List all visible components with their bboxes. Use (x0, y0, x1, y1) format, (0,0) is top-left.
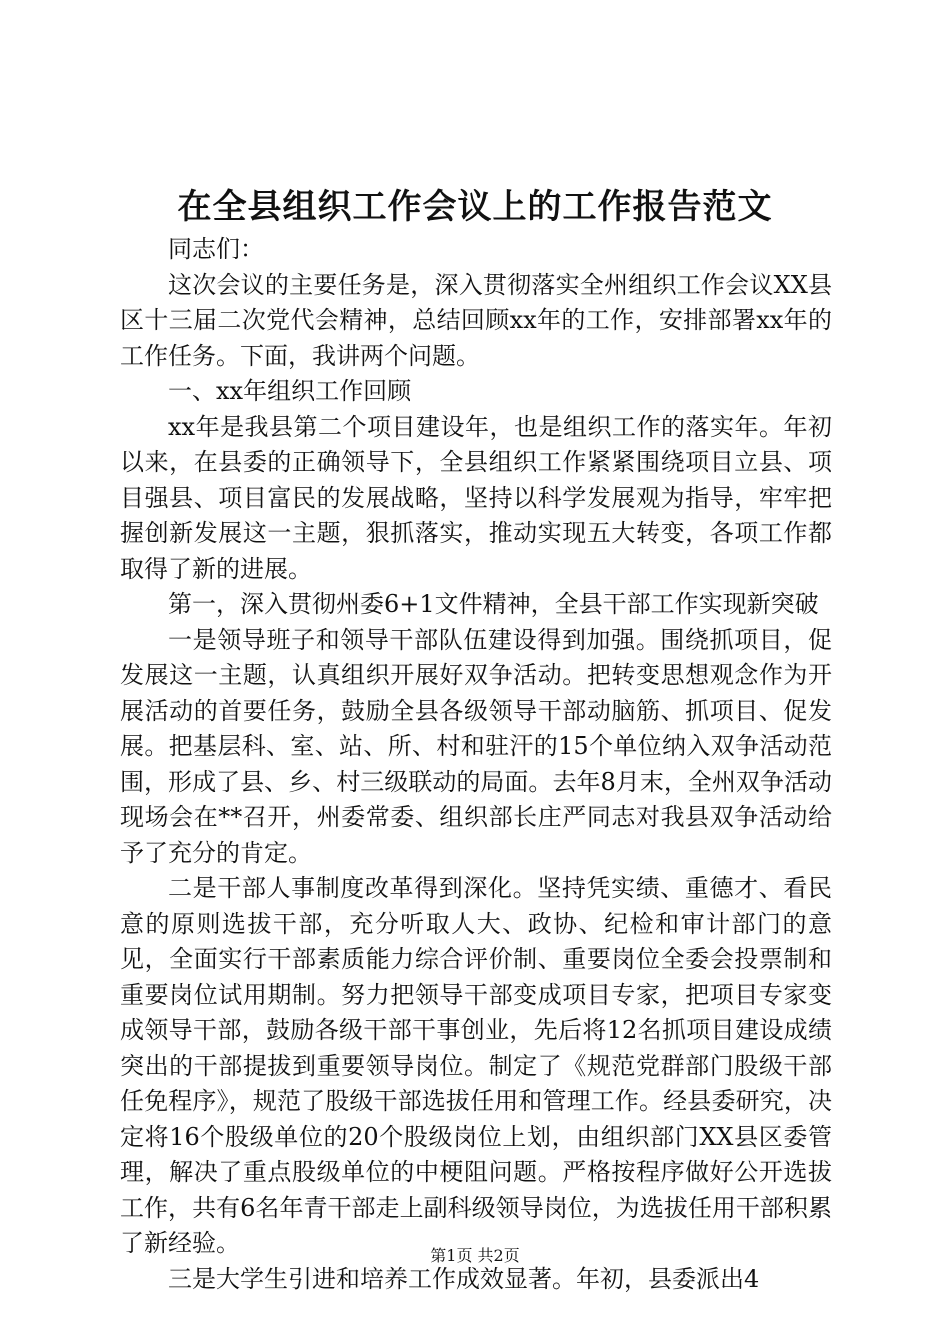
body-paragraph: 二是干部人事制度改革得到深化。坚持凭实绩、重德才、看民意的原则选拔干部，充分听取人大、政协、纪检和审计部门的意见，全面实行干部素质能力综合评价制、重要岗位全委会投票制和重要岗位试用期制。努力把领导干部变成项目专家，把项目专家变成领导干部，鼓励各级干部干事创业，先后将12名抓项目建设成绩突出的干部提拔到重要领导岗位。制定了《规范党群部门股级干部任免程序》，规范了股级干部选拔任用和管理工作。经县委研究，决定将16个股级单位的20个股级岗位上划，由组织部门XX县区委管理，解决了重点股级单位的中梗阻问题。严格按程序做好公开选拔工作，共有6名年青干部走上副科级领导岗位，为选拔任用干部积累了新经验。 (120, 874, 832, 1257)
document-body (120, 232, 832, 1297)
body-paragraph: 三是大学生引进和培养工作成效显著。年初，县委派出4 (168, 1264, 760, 1293)
body-paragraph: xx年是我县第二个项目建设年，也是组织工作的落实年。年初以来，在县委的正确领导下，全县组织工作紧紧围绕项目立县、项目强县、项目富民的发展战略，坚持以科学发展观为指导，牢牢把握创新发展这一主题，狠抓落实，推动实现五大转变，各项工作都取得了新的进展。 (120, 412, 832, 583)
document-title: 在全县组织工作会议上的工作报告范文 (177, 187, 773, 227)
body-paragraph: 一是领导班子和领导干部队伍建设得到加强。围绕抓项目，促发展这一主题，认真组织开展好双争活动。把转变思想观念作为开展活动的首要任务，鼓励全县各级领导干部动脑筋、抓项目、促发展。把基层科、室、站、所、村和驻汗的15个单位纳入双争活动范围，形成了县、乡、村三级联动的局面。去年8月末，全州双争活动现场会在**召开，州委常委、组织部长庄严同志对我县双争活动给予了充分的肯定。 (120, 625, 832, 867)
salutation-paragraph: 同志们： (168, 235, 264, 263)
subsection-heading: 第一，深入贯彻州委6+1文件精神，全县干部工作实现新突破 (168, 590, 819, 618)
intro-paragraph: 这次会议的主要任务是，深入贯彻落实全州组织工作会议XX县区十三届二次党代会精神，总结回顾xx年的工作，安排部署xx年的工作任务。下面，我讲两个问题。 (120, 270, 832, 370)
section-heading: 一、xx年组织工作回顾 (168, 377, 412, 405)
page-footer: 第1页 共2页 (430, 1246, 520, 1265)
